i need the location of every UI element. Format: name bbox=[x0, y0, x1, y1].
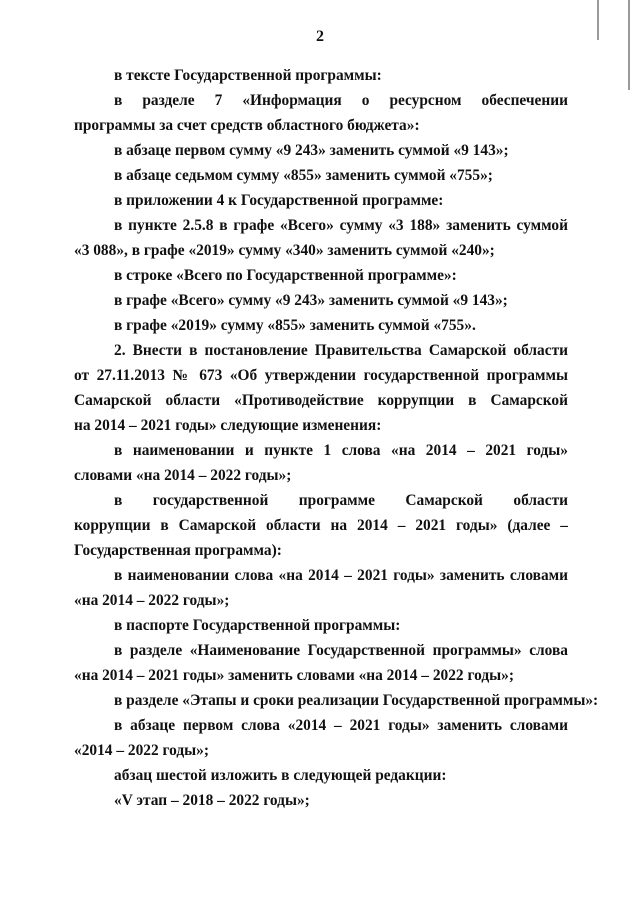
text-line: «на 2014 – 2022 годы»; bbox=[74, 592, 230, 609]
document-body bbox=[74, 63, 599, 813]
text-line: программы за счет средств областного бюджета»: bbox=[74, 117, 420, 134]
text-line: в абзаце первом сумму «9 243» заменить суммой «9 143»; bbox=[114, 142, 509, 159]
text-line: в наименовании и пункте 1 слова «на 2014 – 2021 годы» bbox=[114, 442, 568, 459]
text-line: в графе «Всего» сумму «9 243» заменить суммой «9 143»; bbox=[114, 292, 508, 309]
text-line: «на 2014 – 2021 годы» заменить словами «на 2014 – 2022 годы»; bbox=[74, 667, 514, 684]
text-line: абзац шестой изложить в следующей редакции: bbox=[114, 767, 447, 784]
text-line: в государственной программе Самарской области bbox=[114, 492, 568, 509]
text-line: Государственная программа): bbox=[74, 542, 282, 559]
text-line: в разделе «Наименование Государственной программы» слова bbox=[114, 642, 568, 659]
text-line: в тексте Государственной программы: bbox=[114, 67, 382, 84]
text-line: 2. Внести в постановление Правительства Самарской области bbox=[114, 342, 568, 359]
text-line: в абзаце седьмом сумму «855» заменить суммой «755»; bbox=[114, 167, 493, 184]
text-line: от 27.11.2013 № 673 «Об утверждении государственной программы bbox=[74, 367, 568, 384]
text-line: в разделе «Этапы и сроки реализации Государственной программы»: bbox=[114, 692, 599, 709]
text-line: Самарской области «Противодействие коррупции в Самарской bbox=[74, 392, 568, 409]
text-line: в разделе 7 «Информация о ресурсном обеспечении bbox=[114, 92, 568, 109]
text-line: в пункте 2.5.8 в графе «Всего» сумму «3 188» заменить суммой bbox=[114, 217, 568, 234]
text-line: коррупции в Самарской области на 2014 – 2021 годы» (далее – bbox=[74, 517, 568, 534]
text-line: на 2014 – 2021 годы» следующие изменения: bbox=[74, 417, 382, 434]
text-line: «V этап – 2018 – 2022 годы»; bbox=[114, 792, 310, 809]
text-line: «3 088», в графе «2019» сумму «340» заменить суммой «240»; bbox=[74, 242, 495, 259]
text-line: в наименовании слова «на 2014 – 2021 годы» заменить словами bbox=[114, 567, 568, 584]
page-number: 2 bbox=[316, 28, 324, 45]
text-line: в паспорте Государственной программы: bbox=[114, 617, 401, 634]
text-line: «2014 – 2022 годы»; bbox=[74, 742, 209, 759]
text-line: в абзаце первом слова «2014 – 2021 годы» заменить словами bbox=[114, 717, 568, 734]
text-line: в приложении 4 к Государственной программе: bbox=[114, 192, 444, 209]
text-line: в строке «Всего по Государственной программе»: bbox=[114, 267, 457, 284]
text-line: словами «на 2014 – 2022 годы»; bbox=[74, 467, 292, 484]
text-line: в графе «2019» сумму «855» заменить суммой «755». bbox=[114, 317, 476, 334]
